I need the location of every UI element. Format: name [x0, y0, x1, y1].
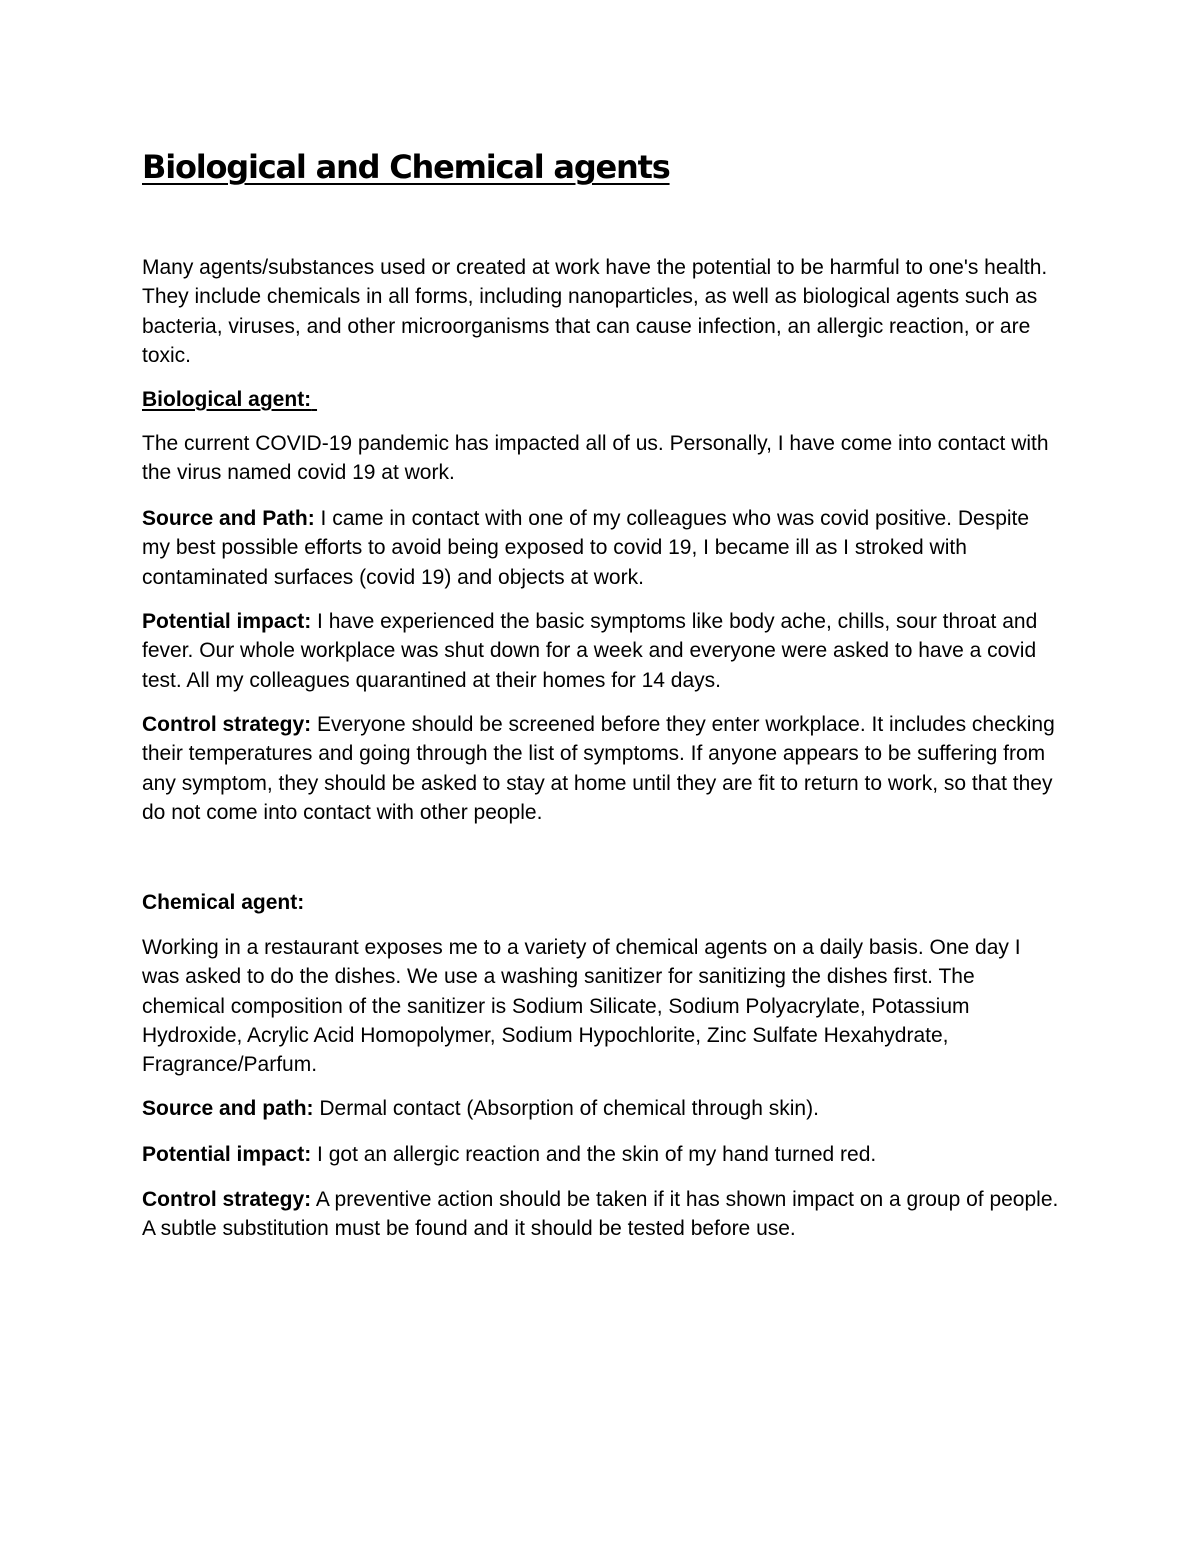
chemical-impact-label: Potential impact:	[142, 1143, 312, 1166]
biological-control-text: Everyone should be screened before they enter workplace. It includes checking their temperatures and going through the list of symptoms. If anyone appears to be suffering from any symptom, they should be asked to stay at home until they are fit to return to work, so that they do not come into contact with other people.	[142, 713, 1055, 824]
intro-paragraph	[142, 253, 1062, 370]
biological-control-paragraph	[142, 710, 1062, 827]
biological-source-label: Source and Path:	[142, 507, 315, 530]
biological-impact-paragraph	[142, 607, 1062, 695]
biological-source-paragraph	[142, 504, 1062, 592]
chemical-control-text: A preventive action should be taken if it has shown impact on a group of people. A subtle substitution must be found and it should be tested before use.	[142, 1188, 1059, 1241]
biological-intro-paragraph	[142, 429, 1062, 488]
biological-impact-text: I have experienced the basic symptoms like body ache, chills, sour throat and fever. Our whole workplace was shut down for a week and everyone were asked to have a covid test. All my colleagues quarantined at their homes for 14 days.	[142, 610, 1038, 692]
biological-agent-heading	[142, 385, 317, 414]
chemical-source-paragraph	[142, 1094, 1062, 1123]
document-title: Biological and Chemical agents	[142, 148, 670, 186]
chemical-agent-heading-text: Chemical agent:	[142, 891, 305, 914]
intro-text: Many agents/substances used or created at work have the potential to be harmful to one's health. They include chemicals in all forms, including nanoparticles, as well as biological agents such as bacteria, viruses, and other microorganisms that can cause infection, an allergic reaction, or are toxic.	[142, 256, 1048, 367]
biological-impact-label: Potential impact:	[142, 610, 312, 633]
biological-control-label: Control strategy:	[142, 713, 312, 736]
chemical-control-label: Control strategy:	[142, 1188, 312, 1211]
biological-intro-text: The current COVID-19 pandemic has impacted all of us. Personally, I have come into contact with the virus named covid 19 at work.	[142, 432, 1049, 485]
biological-agent-heading-text: Biological agent:	[142, 388, 312, 411]
chemical-agent-heading	[142, 888, 794, 917]
chemical-source-label: Source and path:	[142, 1097, 314, 1120]
chemical-control-paragraph	[142, 1185, 1062, 1244]
chemical-intro-text: Working in a restaurant exposes me to a variety of chemical agents on a daily basis. One day I was asked to do the dishes. We use a washing sanitizer for sanitizing the dishes first. The chemical composition of the sanitizer is Sodium Silicate, Sodium Polyacrylate, Potassium Hydroxide, Acrylic Acid Homopolymer, Sodium Hypochlorite, Zinc Sulfate Hexahydrate, Fragrance/Parfum.	[142, 936, 1021, 1077]
chemical-intro-paragraph	[142, 933, 1062, 1079]
chemical-impact-paragraph	[142, 1140, 1062, 1169]
biological-source-text: I came in contact with one of my colleagues who was covid positive. Despite my best possible efforts to avoid being exposed to covid 19, I became ill as I stroked with contaminated surfaces (covid 19) and objects at work.	[142, 507, 1030, 589]
chemical-impact-text: I got an allergic reaction and the skin of my hand turned red.	[311, 1143, 877, 1166]
chemical-source-text: Dermal contact (Absorption of chemical through skin).	[313, 1097, 819, 1120]
